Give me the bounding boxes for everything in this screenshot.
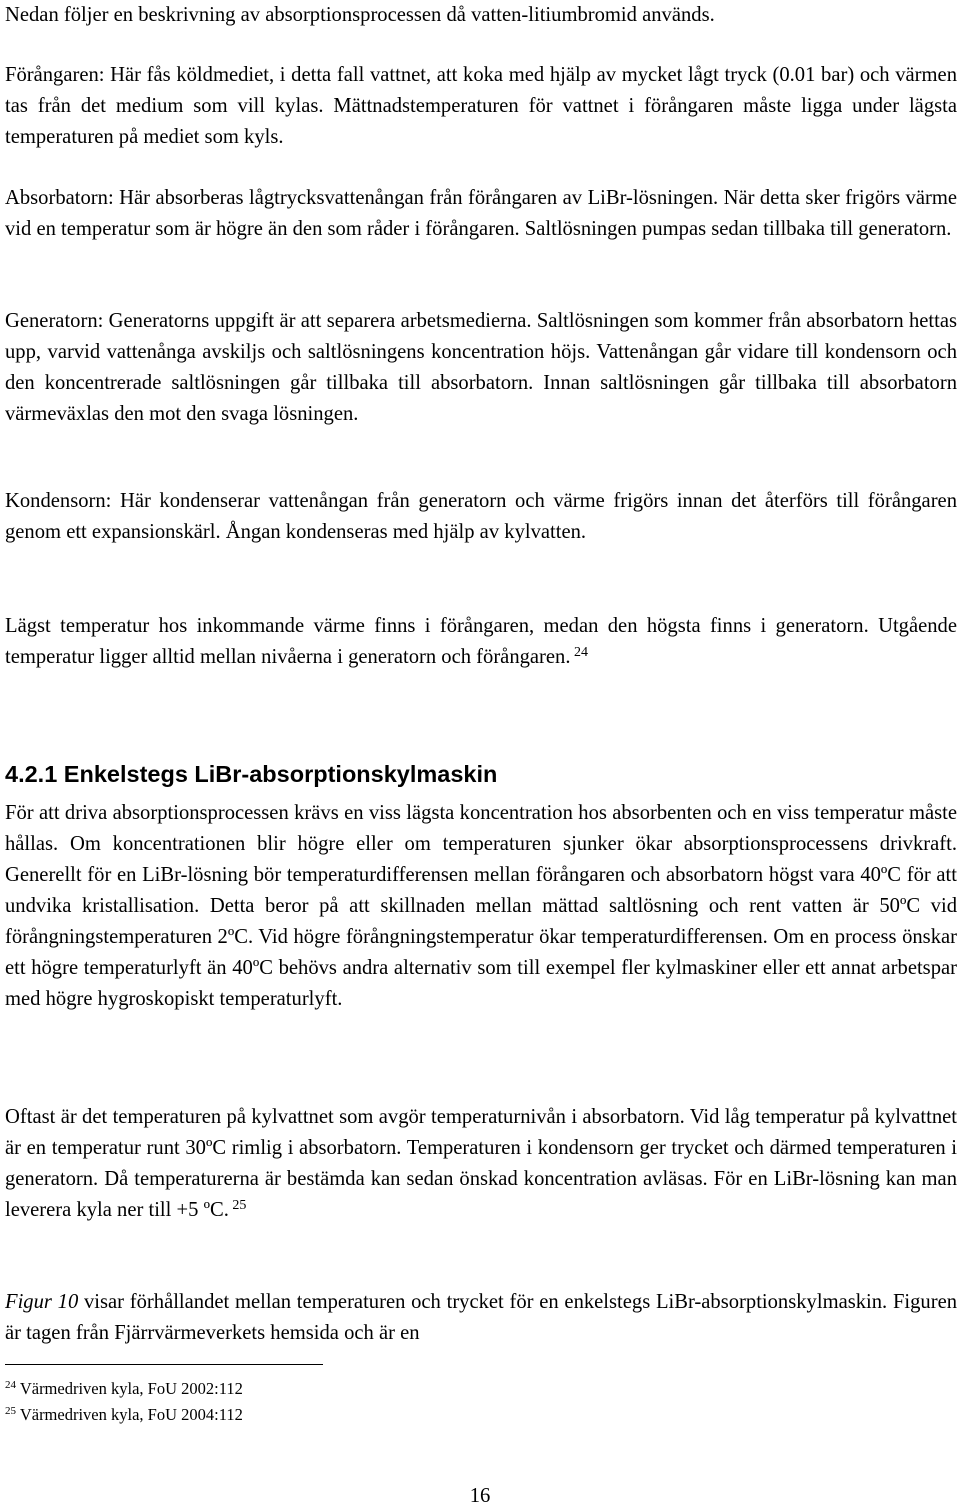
section-heading: 4.2.1 Enkelstegs LiBr-absorptionskylmaskin <box>5 761 498 787</box>
section-paragraph-3-text: visar förhållandet mellan temperaturen och trycket för en enkelstegs LiBr-absorptionskylmaskin. Figuren är tagen från Fjärrvärmeverkets hemsida och är en <box>5 1291 958 1344</box>
section-paragraph-2-text: Oftast är det temperaturen på kylvattnet som avgör temperaturnivån i absorbatorn. Vid låg temperatur på kylvattnet är en temperatur runt 30ºC rimlig i absorbatorn. Temperaturen i kondensorn ger trycket och därmed temperaturen i generatorn. Då temperaturerna är bestämda kan sedan önskad koncentration avläsas. För en LiBr-lösning kan man leverera kyla ner till +5 ºC. <box>5 1106 957 1221</box>
footnote-24-text: Värmedriven kyla, FoU 2002:112 <box>16 1379 243 1398</box>
footnote-25-number: 25 <box>5 1405 16 1417</box>
condenser-text: Här kondenserar vattenångan från generatorn och värme frigörs innan det återförs till förångaren genom ett expansionskärl. Ångan kondenseras med hjälp av kylvatten. <box>5 490 957 543</box>
evaporator-paragraph <box>5 60 957 153</box>
evaporator-label: Förångaren: <box>5 64 105 86</box>
section-paragraph-2 <box>5 1102 957 1226</box>
section-paragraph-3 <box>5 1287 957 1349</box>
condenser-paragraph <box>5 486 957 548</box>
evaporator-text: Här fås köldmediet, i detta fall vattnet, att koka med hjälp av mycket lågt tryck (0.01 bar) och värmen tas från det medium som vill kylas. Mättnadstemperaturen för vattnet i förångaren måste ligga under lägsta temperaturen på mediet som kyls. <box>5 64 957 148</box>
section-paragraph-1: För att driva absorptionsprocessen krävs en viss lägsta koncentration hos absorbenten och en viss temperatur måste hållas. Om koncentrationen blir högre eller om temperaturen sjunker ökar absorptionsprocessens drivkraft. Generellt för en LiBr-lösning bör temperaturdifferensen mellan förångaren och absorbatorn högst vara 40ºC för att undvika kristallisation. Detta beror på att skillnaden mellan mättad saltlösning och rent vatten är 50ºC vid förångningstemperaturen 2ºC. Vid högre förångningstemperatur ökar temperaturdifferensen. Om en process önskar ett högre temperaturlyft än 40ºC behövs andra alternativ som till exempel fler kylmaskiner eller ett annat arbetspar med högre hygroskopiskt temperaturlyft. <box>5 802 957 1010</box>
intro-paragraph: Nedan följer en beskrivning av absorptionsprocessen då vatten-litiumbromid används. <box>5 4 715 26</box>
temperatures-paragraph <box>5 611 957 673</box>
footnote-24 <box>5 1378 243 1400</box>
absorber-text: Här absorberas lågtrycksvattenångan från förångaren av LiBr-lösningen. När detta sker frigörs värme vid en temperatur som är högre än den som råder i förångaren. Saltlösningen pumpas sedan tillbaka till generatorn. <box>5 187 957 240</box>
temperatures-text: Lägst temperatur hos inkommande värme finns i förångaren, medan den högsta finns i generatorn. Utgående temperatur ligger alltid mellan nivåerna i generatorn och förångaren. <box>5 615 957 668</box>
page-number: 16 <box>469 1485 491 1507</box>
generator-paragraph <box>5 306 957 430</box>
generator-label: Generatorn: <box>5 310 104 332</box>
condenser-label: Kondensorn: <box>5 490 112 512</box>
generator-text: Generatorns uppgift är att separera arbetsmedierna. Saltlösningen som kommer från absorbatorn hettas upp, varvid vattenånga avskiljs och saltlösningens koncentration höjs. Vattenångan går vidare till kondensorn och den koncentrerade saltlösningen går tillbaka till absorbatorn. Innan saltlösningen går tillbaka till absorbatorn värmeväxlas den mot den svaga lösningen. <box>5 310 957 425</box>
figure-reference: Figur 10 <box>5 1291 79 1313</box>
footnote-ref-24: 24 <box>570 645 589 660</box>
footnote-24-number: 24 <box>5 1379 16 1391</box>
footnote-25-text: Värmedriven kyla, FoU 2004:112 <box>16 1405 243 1424</box>
footnote-25 <box>5 1404 243 1426</box>
absorber-paragraph <box>5 183 957 245</box>
footnote-separator <box>5 1364 323 1365</box>
absorber-label: Absorbatorn: <box>5 187 114 209</box>
footnote-ref-25: 25 <box>228 1198 247 1213</box>
